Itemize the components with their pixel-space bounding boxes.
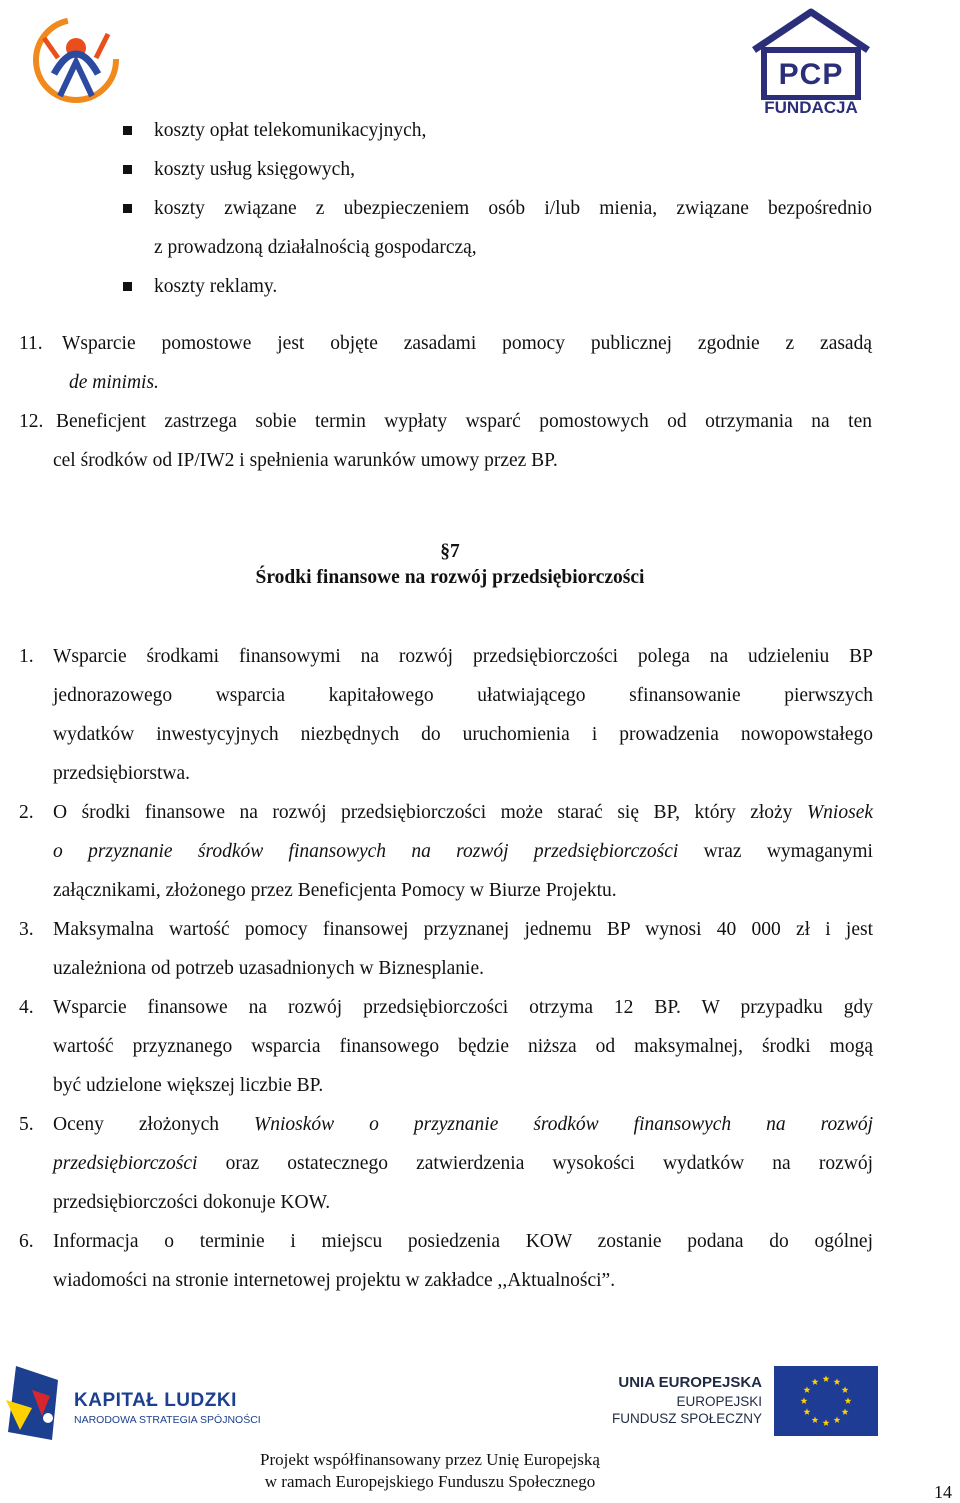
item-2-italic-text: o przyznanie środków finansowych na rozwój przedsiębiorczości [53, 841, 679, 862]
item-4-number: 4. [19, 997, 34, 1018]
item-2-number: 2. [19, 802, 34, 823]
kapital-ludzki-title: KAPITAŁ LUDZKI [74, 1390, 237, 1411]
item-1-number: 1. [19, 646, 34, 667]
bullet-item: koszty usług księgowych, [154, 159, 355, 180]
bullet-item-continued: z prowadzoną działalnością gospodarczą, [154, 237, 477, 258]
para-11-line: Wsparcie pomostowe jest objęte zasadami pomocy publicznej zgodnie z zasadą [62, 333, 872, 354]
para-11-number: 11. [19, 333, 43, 354]
item-5-italic-text: przedsiębiorczości [53, 1153, 198, 1174]
item-1-line: przedsiębiorstwa. [53, 763, 190, 784]
item-3-number: 3. [19, 919, 34, 940]
kapital-ludzki-logo [2, 1360, 261, 1444]
fundacja-logo-text: FUNDACJA [764, 98, 858, 117]
bullet-item: koszty opłat telekomunikacyjnych, [154, 120, 427, 141]
item-2-text: wraz wymaganymi [678, 841, 873, 862]
item-3-line: Maksymalna wartość pomocy finansowej przyznanej jednemu BP wynosi 40 000 zł i jest [53, 919, 873, 940]
footer-line-1: Projekt współfinansowany przez Unię Europejską [260, 1450, 600, 1469]
item-1-line: wydatków inwestycyjnych niezbędnych do uruchomienia i prowadzenia nowopowstałego [53, 724, 873, 745]
item-5-text: oraz ostatecznego zatwierdzenia wysokości wydatków na rozwój [197, 1153, 873, 1174]
bullet-marker [123, 282, 132, 291]
item-2-italic-text: Wniosek [806, 802, 873, 823]
unia-europejska-logo [612, 1364, 882, 1440]
para-11-line-italic [69, 371, 159, 395]
pcp-fundacja-logo [748, 6, 874, 120]
para-12-line: Beneficjent zastrzega sobie termin wypłaty wsparć pomostowych od otrzymania na ten [56, 411, 872, 432]
zakladam-firme-logo [14, 4, 136, 118]
section-number: §7 [440, 541, 460, 562]
item-2-line [53, 840, 873, 864]
item-3-line: uzależniona od potrzeb uzasadnionych w Biznesplanie. [53, 958, 485, 979]
item-4-line: być udzielone większej liczbie BP. [53, 1075, 324, 1096]
item-2-line [53, 801, 873, 825]
pcp-logo-text: PCP [778, 58, 844, 91]
item-4-line: wartość przyznanego wsparcia finansowego będzie niższa od maksymalnej, środki mogą [53, 1036, 873, 1057]
eu-flag-icon [774, 1366, 878, 1436]
de-minimis-text: de minimis. [69, 372, 159, 393]
kapital-ludzki-subtitle: NARODOWA STRATEGIA SPÓJNOŚCI [74, 1414, 261, 1426]
item-1-line: jednorazowego wsparcia kapitałowego ułatwiającego sfinansowanie pierwszych [53, 685, 873, 706]
item-6-line: Informacja o terminie i miejscu posiedzenia KOW zostanie podana do ogólnej [53, 1231, 873, 1252]
item-5-text: Oceny złożonych [53, 1114, 254, 1135]
item-5-line [53, 1152, 873, 1176]
bullet-item: koszty reklamy. [154, 276, 278, 297]
item-5-number: 5. [19, 1114, 34, 1135]
ue-sub2: FUNDUSZ SPOŁECZNY [612, 1411, 763, 1426]
item-5-line [53, 1113, 873, 1137]
bullet-marker [123, 165, 132, 174]
page-number: 14 [934, 1482, 952, 1502]
ue-sub1: EUROPEJSKI [676, 1394, 762, 1409]
item-4-line: Wsparcie finansowe na rozwój przedsiębiorczości otrzyma 12 BP. W przypadku gdy [53, 997, 873, 1018]
item-2-text: O środki finansowe na rozwój przedsiębiorczości może starać się BP, który złoży [53, 802, 807, 823]
item-1-line: Wsparcie środkami finansowymi na rozwój przedsiębiorczości polega na udzieleniu BP [53, 646, 873, 667]
item-2-line: załącznikami, złożonego przez Beneficjenta Pomocy w Biurze Projektu. [53, 880, 617, 901]
item-5-line: przedsiębiorczości dokonuje KOW. [53, 1192, 331, 1213]
bullet-marker [123, 126, 132, 135]
section-title: Środki finansowe na rozwój przedsiębiorczości [255, 567, 645, 588]
bullet-item: koszty związane z ubezpieczeniem osób i/lub mienia, związane bezpośrednio [154, 198, 872, 219]
bullet-marker [123, 204, 132, 213]
item-6-line: wiadomości na stronie internetowej projektu w zakładce ,,Aktualności”. [53, 1270, 616, 1291]
para-12-line: cel środków od IP/IW2 i spełnienia warunków umowy przez BP. [53, 450, 558, 471]
item-5-italic-text: Wniosków o przyznanie środków finansowych na rozwój [253, 1114, 873, 1135]
para-12-number: 12. [19, 411, 44, 432]
ue-title: UNIA EUROPEJSKA [618, 1374, 762, 1391]
item-6-number: 6. [19, 1231, 34, 1252]
footer-line-2: w ramach Europejskiego Funduszu Społecznego [264, 1472, 596, 1491]
